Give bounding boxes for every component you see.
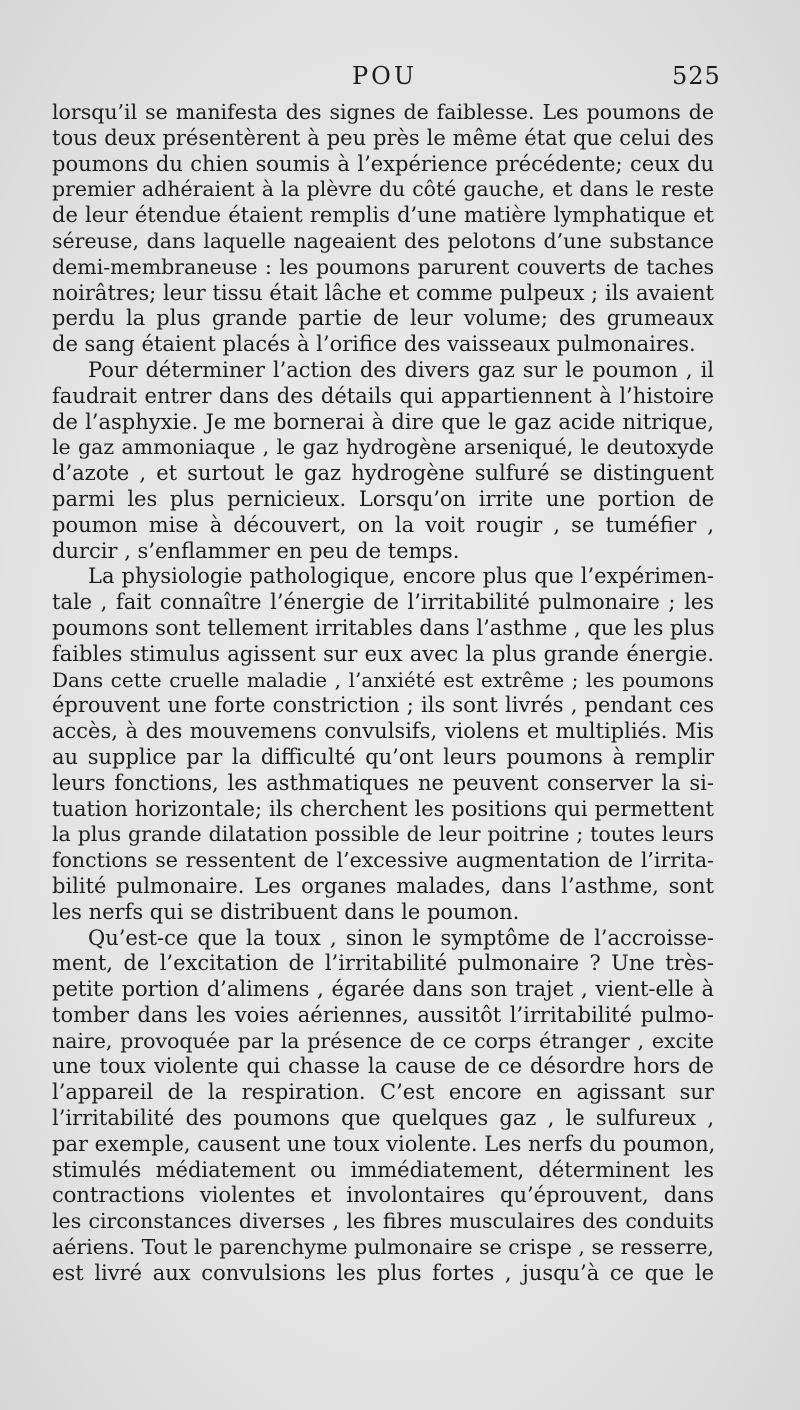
text-line: petite portion d’alimens , égarée dans son trajet , vient-elle à [52, 977, 714, 1002]
text-line: est livré aux convulsions les plus fortes , jusqu’à ce que le [52, 1260, 714, 1285]
text-line: une toux violente qui chasse la cause de ce désordre hors de [52, 1054, 714, 1079]
text-line: premier adhéraient à la plèvre du côté gauche, et dans le reste [52, 177, 714, 202]
text-line: fonctions se ressentent de l’excessive augmentation de l’irrita- [52, 848, 714, 873]
text-line: lorsqu’il se manifesta des signes de faiblesse. Les poumons de [52, 100, 714, 124]
text-line: tale , fait connaître l’énergie de l’irritabilité pulmonaire ; les [52, 590, 714, 615]
body-text [52, 100, 714, 1287]
text-line: séreuse, dans laquelle nageaient des pelotons d’une substance [52, 228, 714, 253]
text-line: bilité pulmonaire. Les organes malades, dans l’asthme, sont [52, 873, 714, 898]
text-line: poumons du chien soumis à l’expérience précédente; ceux du [52, 151, 714, 176]
text-line: éprouvent une forte constriction ; ils sont livrés , pendant ces [52, 693, 714, 718]
text-line: de leur étendue étaient remplis d’une matière lymphatique et [52, 203, 714, 228]
text-line: leurs fonctions, les asthmatiques ne peuvent conserver la si- [52, 770, 714, 795]
text-line: Dans cette cruelle maladie , l’anxiété est extrême ; les poumons [52, 667, 714, 692]
text-line: au supplice par la difficulté qu’ont leurs poumons à remplir [52, 744, 714, 769]
text-line: demi-membraneuse : les poumons parurent couverts de taches [52, 254, 714, 279]
text-line: la plus grande dilatation possible de leur poitrine ; toutes leurs [52, 822, 714, 847]
page-header [0, 62, 800, 98]
text-line: Qu’est-ce que la toux , sinon le symptôme de l’accroisse- [88, 925, 714, 950]
text-line: de l’asphyxie. Je me bornerai à dire que le gaz acide nitrique, [52, 409, 714, 434]
text-line: contractions violentes et involontaires qu’éprouvent, dans [52, 1183, 714, 1208]
text-line: La physiologie pathologique, encore plus que l’expérimen- [88, 564, 714, 589]
text-line: faibles stimulus agissent sur eux avec la plus grande énergie. [52, 641, 714, 666]
text-line: les nerfs qui se distribuent dans le poumon. [52, 899, 520, 924]
text-line: faudrait entrer dans des détails qui appartiennent à l’histoire [52, 383, 714, 408]
text-line: de sang étaient placés à l’orifice des vaisseaux pulmonaires. [52, 332, 696, 357]
text-line: naire, provoquée par la présence de ce corps étranger , excite [52, 1028, 714, 1053]
text-line: poumons sont tellement irritables dans l’asthme , que les plus [52, 615, 715, 640]
text-line: aériens. Tout le parenchyme pulmonaire se crispe , se resserre, [52, 1235, 714, 1260]
text-line: tomber dans les voies aériennes, aussitôt l’irritabilité pulmo- [52, 1002, 714, 1027]
text-line: accès, à des mouvemens convulsifs, violens et multipliés. Mis [52, 719, 714, 744]
text-line: parmi les plus pernicieux. Lorsqu’on irrite une portion de [52, 486, 714, 511]
text-line: durcir , s’enflammer en peu de temps. [52, 538, 460, 563]
text-line: tous deux présentèrent à peu près le même état que celui des [52, 125, 714, 150]
text-line: les circonstances diverses , les fibres musculaires des conduits [52, 1209, 714, 1234]
text-line: perdu la plus grande partie de leur volume; des grumeaux [52, 306, 714, 331]
running-head: POU [352, 62, 418, 90]
text-line: tuation horizontale; ils cherchent les positions qui permettent [52, 796, 714, 821]
text-line: Pour déterminer l’action des divers gaz sur le poumon , il [88, 357, 714, 382]
text-line: l’irritabilité des poumons que quelques gaz , le sulfureux , [52, 1106, 714, 1131]
text-line: par exemple, causent une toux violente. Les nerfs du poumon, [52, 1131, 716, 1156]
text-line: d’azote , et surtout le gaz hydrogène sulfuré se distinguent [52, 461, 714, 486]
text-line: le gaz ammoniaque , le gaz hydrogène arseniqué, le deutoxyde [52, 435, 714, 460]
text-line: poumon mise à découvert, on la voit rougir , se tuméfier , [52, 512, 714, 537]
text-line: noirâtres; leur tissu était lâche et comme pulpeux ; ils avaient [52, 280, 714, 305]
text-line: stimulés médiatement ou immédiatement, déterminent les [52, 1157, 714, 1182]
page-number: 525 [672, 62, 721, 90]
text-line: l’appareil de la respiration. C’est encore en agissant sur [52, 1080, 714, 1105]
text-line: ment, de l’excitation de l’irritabilité pulmonaire ? Une très- [52, 951, 714, 976]
